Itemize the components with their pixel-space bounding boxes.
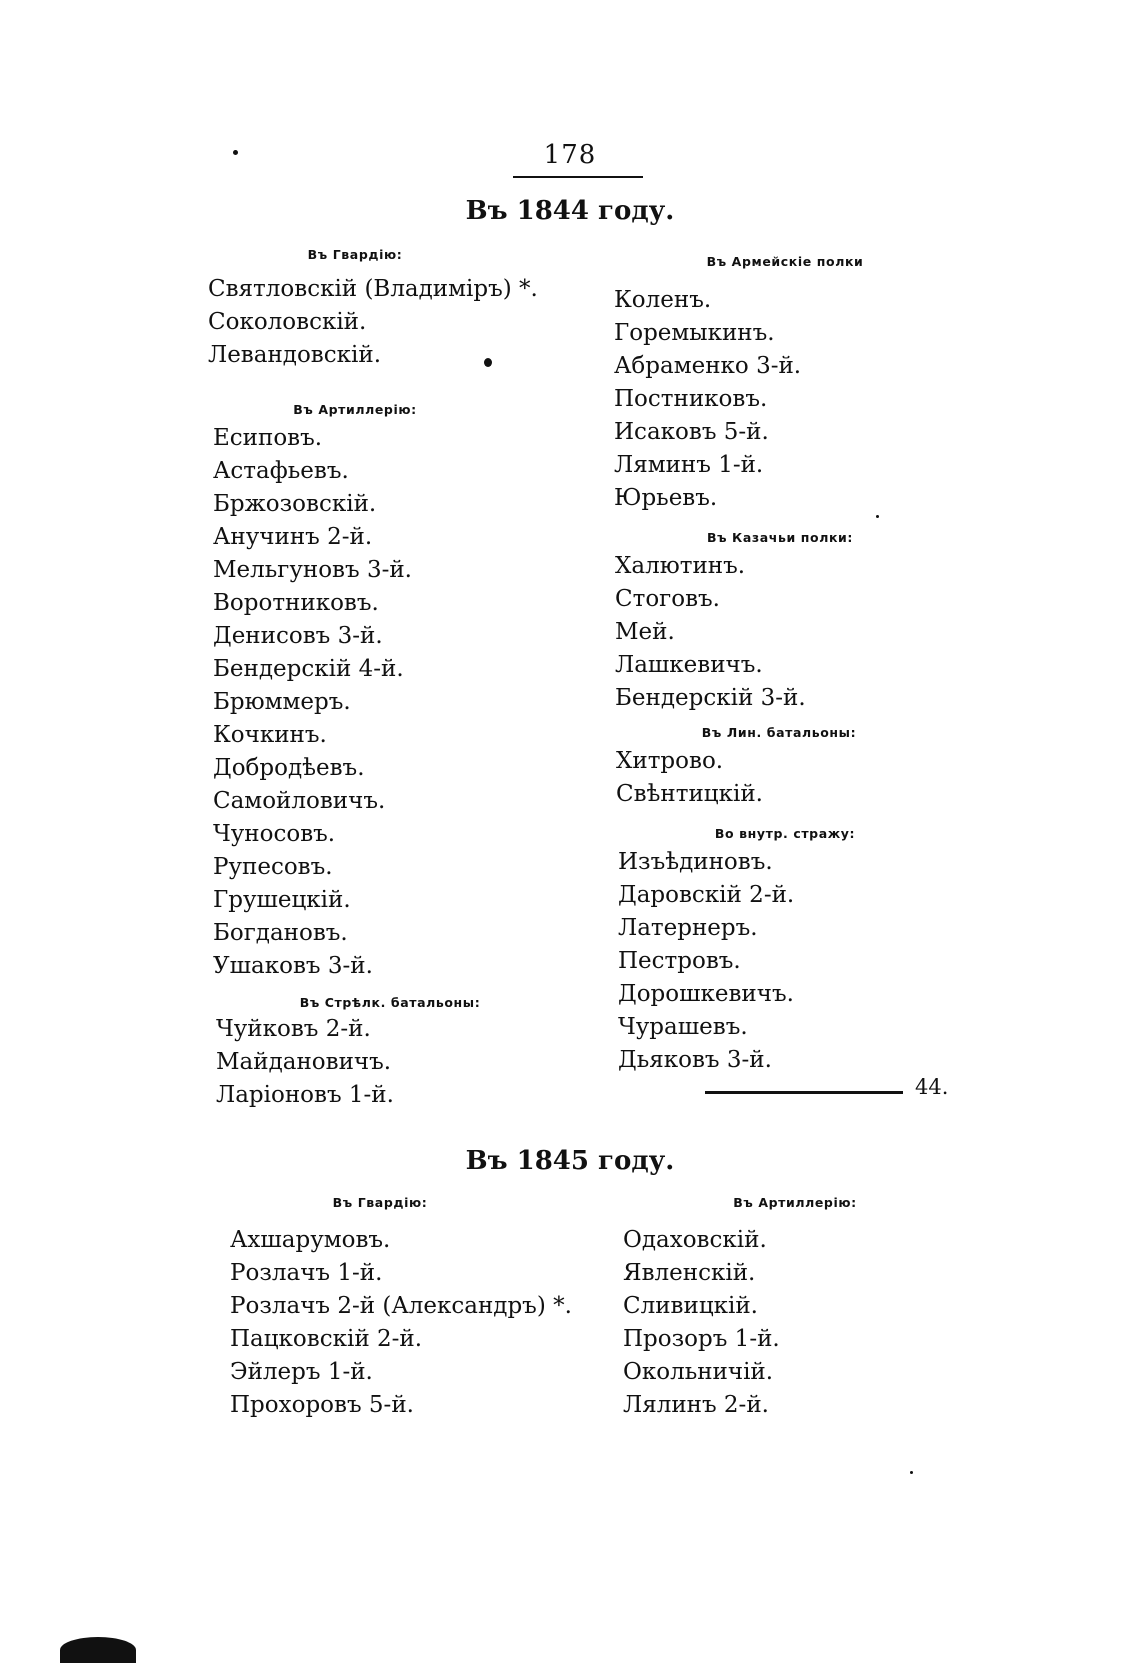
list-cossack-1844 bbox=[615, 550, 806, 715]
list-item: Окольничій. bbox=[623, 1359, 774, 1385]
list-item: Пестровъ. bbox=[618, 948, 741, 974]
list-item: Ахшарумовъ. bbox=[230, 1227, 391, 1253]
year-1845-heading: Въ 1845 году. bbox=[465, 1146, 675, 1176]
total-count: 44. bbox=[915, 1075, 949, 1099]
list-item: Бржозовскій. bbox=[213, 491, 377, 517]
list-item: Явленскій. bbox=[623, 1260, 756, 1286]
section-artillery-1845: Въ Артиллерію: bbox=[733, 1195, 857, 1210]
list-item: Исаковъ 5-й. bbox=[614, 419, 769, 445]
section-guard-1845: Въ Гвардію: bbox=[332, 1195, 428, 1210]
list-item: Брюммеръ. bbox=[213, 689, 351, 715]
list-item: Соколовскій. bbox=[208, 309, 367, 335]
list-item: Бендерскій 4-й. bbox=[213, 656, 404, 682]
list-item: Пацковскій 2-й. bbox=[230, 1326, 423, 1352]
list-item: Ларіоновъ 1-й. bbox=[216, 1082, 394, 1108]
list-item: Бендерскій 3-й. bbox=[615, 685, 806, 711]
list-item: Чуносовъ. bbox=[213, 821, 336, 847]
list-item: Мей. bbox=[615, 619, 675, 645]
list-guard-1845 bbox=[230, 1224, 572, 1422]
list-item: Майдановичъ. bbox=[216, 1049, 392, 1075]
list-item: Эйлеръ 1-й. bbox=[230, 1359, 373, 1385]
total-rule bbox=[705, 1091, 903, 1094]
list-item: Мельгуновъ 3-й. bbox=[213, 557, 412, 583]
list-item: Постниковъ. bbox=[614, 386, 768, 412]
scan-blot bbox=[60, 1637, 136, 1663]
list-item: Святловскій (Владиміръ) *. bbox=[208, 276, 538, 302]
section-rifle-1844: Въ Стрѣлк. батальоны: bbox=[299, 995, 481, 1010]
list-item: Чуйковъ 2-й. bbox=[216, 1016, 371, 1042]
page-number: 178 bbox=[543, 140, 597, 170]
list-item: Рупесовъ. bbox=[213, 854, 333, 880]
list-item: Розлачъ 2-й (Александръ) *. bbox=[230, 1293, 572, 1319]
list-item: Астафьевъ. bbox=[213, 458, 349, 484]
list-item: Розлачъ 1-й. bbox=[230, 1260, 383, 1286]
ink-dot bbox=[484, 358, 492, 367]
ink-speck bbox=[910, 1471, 913, 1474]
list-item: Стоговъ. bbox=[615, 586, 720, 612]
list-item: Латернеръ. bbox=[618, 915, 758, 941]
list-item: Самойловичъ. bbox=[213, 788, 386, 814]
list-item: Одаховскій. bbox=[623, 1227, 767, 1253]
section-internal-1844: Во внутр. стражу: bbox=[714, 826, 856, 841]
list-item: Ушаковъ 3-й. bbox=[213, 953, 373, 979]
year-1844-heading: Въ 1844 году. bbox=[465, 196, 675, 226]
list-item: Чурашевъ. bbox=[618, 1014, 748, 1040]
list-item: Анучинъ 2-й. bbox=[213, 524, 373, 550]
list-item: Прохоровъ 5-й. bbox=[230, 1392, 414, 1418]
section-army-1844: Въ Армейскіе полки bbox=[706, 254, 864, 269]
list-item: Горемыкинъ. bbox=[614, 320, 775, 346]
list-item: Лялинъ 2-й. bbox=[623, 1392, 769, 1418]
list-item: Воротниковъ. bbox=[213, 590, 379, 616]
section-cossack-1844: Въ Казачьи полки: bbox=[706, 530, 854, 545]
list-item: Грушецкій. bbox=[213, 887, 351, 913]
section-guard-1844: Въ Гвардію: bbox=[307, 247, 403, 262]
list-rifle-1844 bbox=[216, 1013, 394, 1112]
list-item: Абраменко 3-й. bbox=[614, 353, 802, 379]
list-army-1844 bbox=[614, 284, 801, 515]
list-item: Сливицкій. bbox=[623, 1293, 758, 1319]
list-item: Ляминъ 1-й. bbox=[614, 452, 764, 478]
list-line-1844 bbox=[616, 745, 763, 811]
list-item: Кочкинъ. bbox=[213, 722, 327, 748]
page-number-rule bbox=[513, 176, 643, 178]
list-item: Богдановъ. bbox=[213, 920, 348, 946]
list-item: Изъѣдиновъ. bbox=[618, 849, 773, 875]
list-item: Халютинъ. bbox=[615, 553, 746, 579]
list-item: Прозоръ 1-й. bbox=[623, 1326, 780, 1352]
list-artillery-1845 bbox=[623, 1224, 780, 1422]
list-item: Лашкевичъ. bbox=[615, 652, 763, 678]
list-item: Коленъ. bbox=[614, 287, 712, 313]
list-item: Дорошкевичъ. bbox=[618, 981, 794, 1007]
list-artillery-1844 bbox=[213, 422, 412, 983]
list-item: Дьяковъ 3-й. bbox=[618, 1047, 772, 1073]
list-item: Юрьевъ. bbox=[614, 485, 718, 511]
list-item: Свѣнтицкій. bbox=[616, 781, 763, 807]
list-item: Хитрово. bbox=[616, 748, 724, 774]
section-line-1844: Въ Лин. батальоны: bbox=[701, 725, 857, 740]
list-item: Добродѣевъ. bbox=[213, 755, 365, 781]
section-artillery-1844: Въ Артиллерію: bbox=[293, 402, 417, 417]
list-item: Денисовъ 3-й. bbox=[213, 623, 383, 649]
list-item: Даровскій 2-й. bbox=[618, 882, 795, 908]
list-item: Есиповъ. bbox=[213, 425, 323, 451]
ink-speck bbox=[876, 515, 879, 518]
list-item: Левандовскій. bbox=[208, 342, 382, 368]
list-internal-1844 bbox=[618, 846, 794, 1077]
